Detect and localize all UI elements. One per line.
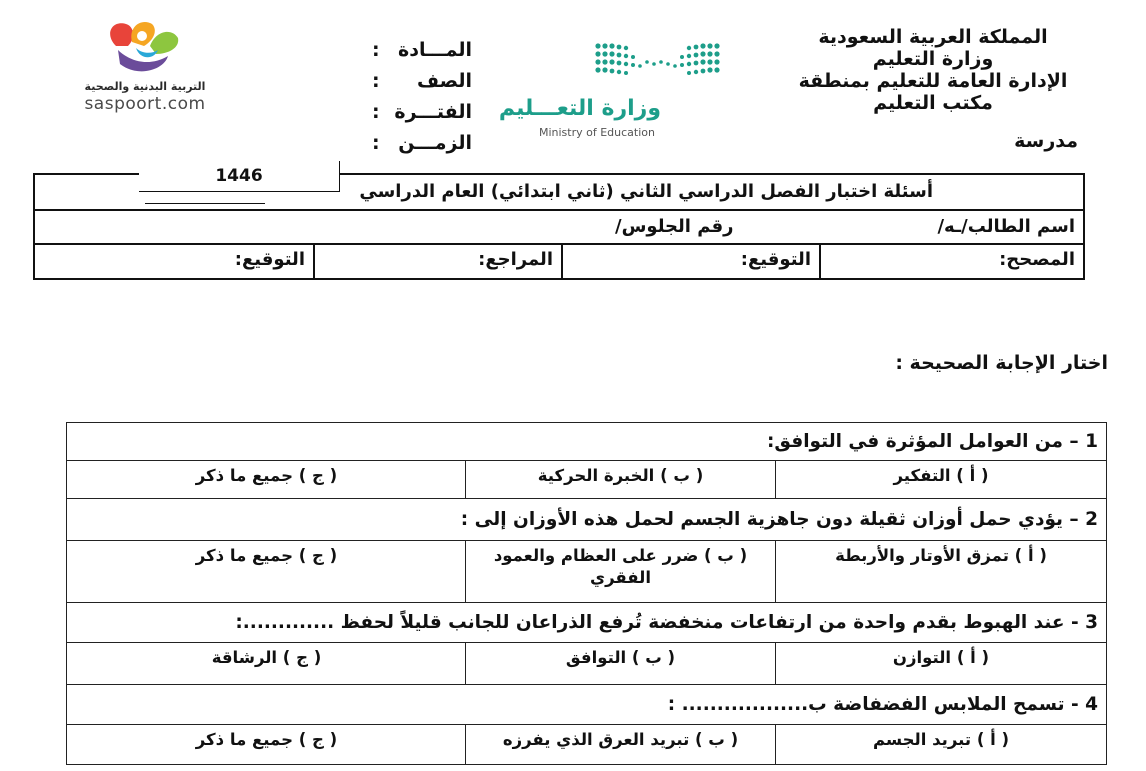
question-text: 2 – يؤدي حمل أوزان ثقيلة دون جاهزية الجسم لحمل هذه الأوزان إلى : [460,509,1098,530]
questions-table [66,422,1107,765]
grader-signature-label: التوقيع: [740,249,811,270]
exam-info-fields [372,34,472,158]
option-a[interactable]: ( أ ) تبريد الجسم [872,730,1010,749]
grader-signature-cell [563,245,821,278]
info-label-period: الفتـــرة [394,100,472,123]
year-underline [145,203,265,204]
moe-english-name: Ministry of Education [538,126,655,139]
option-a[interactable]: ( أ ) التوازن [892,648,990,667]
info-colon: : [372,69,380,92]
school-label: مدرسة [1014,130,1078,152]
academic-year-box [139,161,340,192]
options-row [67,643,1106,685]
reviewer-cell [315,245,563,278]
grader-label: المصحح: [999,249,1075,270]
question-row [67,685,1106,725]
ministry-header [788,26,1078,114]
ministry-line-country: المملكة العربية السعودية [818,26,1048,48]
sas-colorful-logo-icon [98,16,188,78]
student-info-row [35,211,1083,245]
info-row-grade [372,65,472,96]
info-colon: : [372,100,380,123]
reviewer-label: المراجع: [478,249,553,270]
exam-title-row [35,166,1083,211]
question-row [67,499,1106,541]
sas-arabic-name: التربية البدنية والصحية [84,80,206,93]
ministry-line-directorate: الإدارة العامة للتعليم بمنطقة [798,70,1068,92]
info-row-subject [372,34,472,65]
option-c[interactable]: ( ج ) جميع ما ذكر [68,541,466,602]
sas-logo [60,16,230,116]
option-a[interactable]: ( أ ) التفكير [893,466,989,485]
student-name-label: اسم الطالب/ـه/ [937,216,1075,237]
option-b[interactable]: ( ب ) ضرر على العظام والعمود الفقري [466,541,776,602]
reviewer-signature-label: التوقيع: [234,249,305,270]
info-label-grade: الصف [417,69,472,92]
grader-cell [821,245,1083,278]
reviewer-signature-cell [35,245,315,278]
question-row [67,423,1106,461]
exam-header-table [33,166,1085,280]
ministry-line-ministry: وزارة التعليم [872,48,994,70]
exam-title: أسئلة اختبار الفصل الدراسي الثاني (ثاني ابتدائي) العام الدراسي [359,181,933,202]
question-text: 1 – من العوامل المؤثرة في التوافق: [767,431,1098,452]
info-row-time [372,127,472,158]
signature-row [35,245,1083,278]
question-text: 3 - عند الهبوط بقدم واحدة من ارتفاعات منخفضة تُرفع الذراعان للجانب قليلاً لحفظ .............: [235,612,1098,633]
moe-arabic-name: وزارة التعـــليم [498,96,661,121]
option-b[interactable]: ( ب ) تبريد العرق الذي يفرزه [466,725,776,764]
info-colon: : [372,38,380,61]
info-colon: : [372,131,380,154]
info-label-time: الزمـــن [398,131,472,154]
sas-site-name: saspoort.com [84,94,206,114]
option-c[interactable]: ( ج ) الرشاقة [68,643,466,684]
options-row [67,461,1106,499]
options-row [67,725,1106,765]
academic-year: 1446 [215,166,263,186]
seat-number-label: رقم الجلوس/ [615,216,734,237]
option-b[interactable]: ( ب ) الخبرة الحركية [466,461,776,498]
option-b[interactable]: ( ب ) التوافق [466,643,776,684]
ministry-line-office: مكتب التعليم [873,92,993,114]
option-c[interactable]: ( ج ) جميع ما ذكر [68,725,466,764]
info-label-subject: المـــادة [398,38,472,61]
question-text: 4 - تسمح الملابس الفضفاضة ب.................. : [667,694,1098,715]
option-a[interactable]: ( أ ) تمزق الأوتار والأربطة [835,546,1047,565]
moe-logo [498,40,725,150]
instruction-text: اختار الإجابة الصحيحة : [895,352,1108,374]
moe-dots-logo-icon [593,40,723,80]
question-row [67,603,1106,643]
options-row [67,541,1106,603]
info-row-period [372,96,472,127]
option-c[interactable]: ( ج ) جميع ما ذكر [68,461,466,498]
